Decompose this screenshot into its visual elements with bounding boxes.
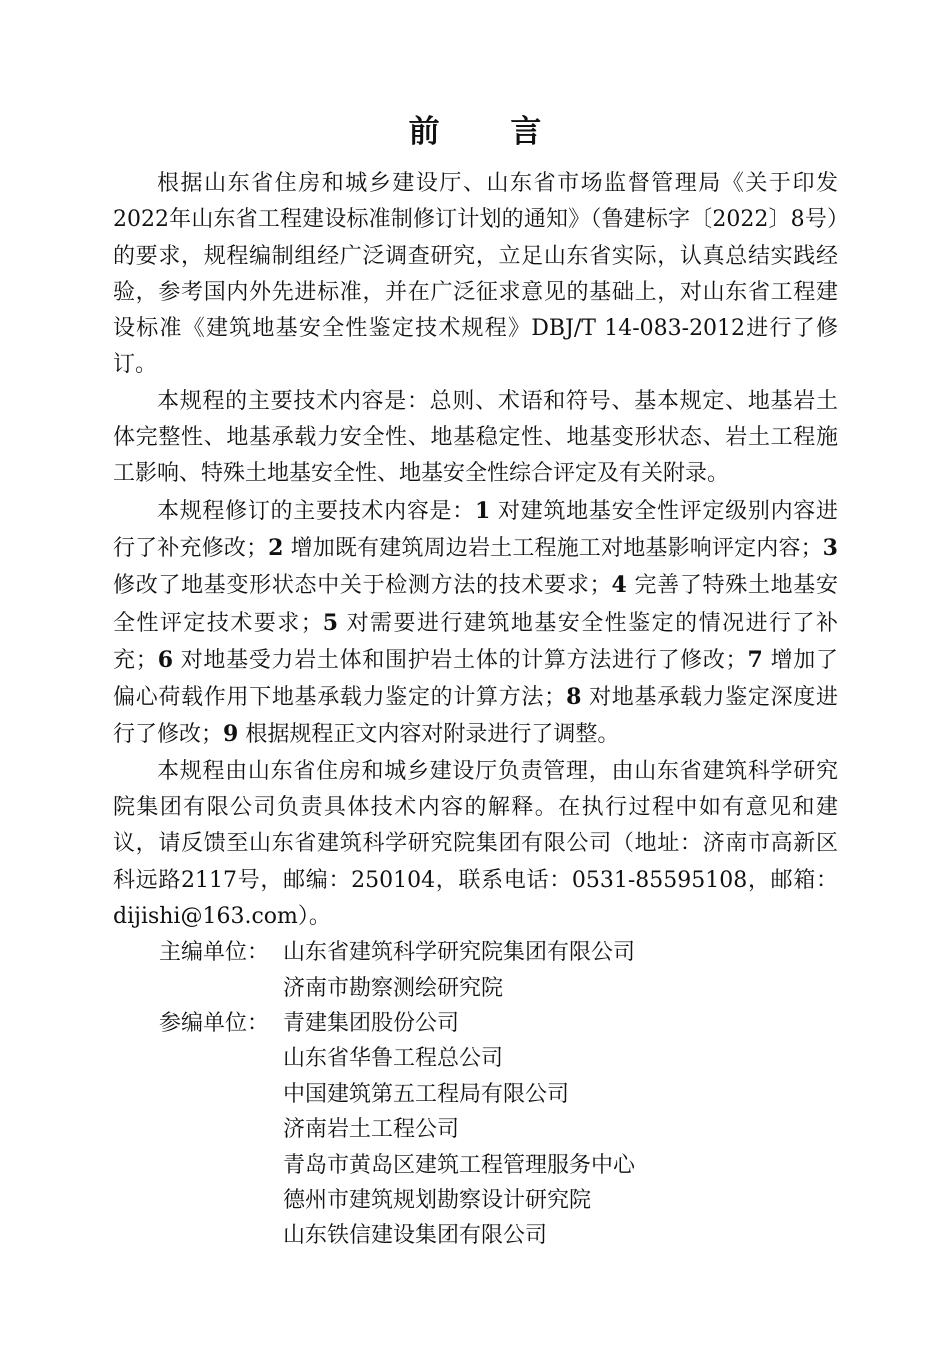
participating-unit-row bbox=[159, 1006, 838, 1041]
participating-unit-name: 青建集团股份公司 bbox=[283, 1011, 460, 1037]
participating-unit-row bbox=[159, 1218, 838, 1253]
chief-unit-row bbox=[159, 971, 838, 1006]
revision-item-text: 对建筑地基安全性评定级别内容进行了补充修改； bbox=[113, 498, 838, 561]
compiling-units bbox=[113, 935, 838, 1254]
chief-unit-name: 山东省建筑科学研究院集团有限公司 bbox=[283, 940, 636, 966]
participating-unit-name: 青岛市黄岛区建筑工程管理服务中心 bbox=[283, 1152, 636, 1178]
revision-item-number: 2 bbox=[268, 534, 284, 561]
revision-item-6 bbox=[158, 648, 748, 673]
paragraph-main-content: 本规程的主要技术内容是：总则、术语和符号、基本规定、地基岩土体完整性、地基承载力安全性、地基稳定性、地基变形状态、岩土工程施工影响、特殊土地基安全性、地基安全性综合评定及有关附录。 bbox=[113, 388, 838, 487]
participating-unit-row bbox=[159, 1041, 838, 1076]
revision-item-text: 根据规程正文内容对附录进行了调整。 bbox=[245, 722, 620, 748]
revision-item-2 bbox=[268, 536, 823, 561]
participating-unit-row bbox=[159, 1183, 838, 1218]
revision-item-text: 修改了地基变形状态中关于检测方法的技术要求； bbox=[113, 573, 612, 599]
participating-unit-row bbox=[159, 1112, 838, 1147]
revision-item-number: 8 bbox=[566, 684, 582, 711]
revision-item-number: 7 bbox=[747, 646, 763, 673]
participating-unit-name: 山东省华鲁工程总公司 bbox=[283, 1046, 504, 1072]
revision-item-text: 完善了特殊土地基安全性评定技术要求； bbox=[113, 573, 838, 636]
participating-unit-name: 济南岩土工程公司 bbox=[283, 1117, 460, 1143]
revision-item-9 bbox=[223, 722, 619, 747]
revision-item-number: 4 bbox=[611, 572, 627, 599]
chief-unit-row bbox=[159, 935, 838, 970]
participating-unit-name: 德州市建筑规划勘察设计研究院 bbox=[283, 1188, 592, 1214]
revision-item-text: 增加既有建筑周边岩土工程施工对地基影响评定内容； bbox=[290, 535, 823, 561]
revision-item-number: 6 bbox=[157, 646, 174, 673]
main-content bbox=[113, 166, 838, 1254]
revision-item-number: 1 bbox=[474, 497, 491, 524]
revision-item-number: 3 bbox=[822, 534, 838, 561]
revision-item-text: 对需要进行建筑地基安全性鉴定的情况进行了补充； bbox=[113, 610, 838, 673]
participating-unit-name: 山东铁信建设集团有限公司 bbox=[283, 1223, 548, 1249]
chief-units-label: 主编单位： bbox=[159, 940, 270, 966]
paragraph-management: 本规程由山东省住房和城乡建设厅负责管理，由山东省建筑科学研究院集团有限公司负责具体技术内容的解释。在执行过程中如有意见和建议，请反馈至山东省建筑科学研究院集团有限公司（地址：济南市高新区科远路2117号，邮编：250104，联系电话：0531-85595108，邮箱：dijishi@163.com）。 bbox=[113, 758, 838, 929]
revision-item-number: 5 bbox=[322, 609, 339, 636]
revision-item-number: 9 bbox=[223, 721, 239, 748]
page-title: 前 言 bbox=[408, 114, 572, 150]
participating-units-label: 参编单位： bbox=[159, 1011, 270, 1037]
participating-unit-row bbox=[159, 1148, 838, 1183]
participating-unit-row bbox=[159, 1077, 838, 1112]
revision-intro: 本规程修订的主要技术内容是： bbox=[157, 498, 475, 524]
revision-item-text: 对地基受力岩土体和围护岩土体的计算方法进行了修改； bbox=[180, 647, 748, 673]
chief-unit-name: 济南市勘察测绘研究院 bbox=[283, 975, 504, 1001]
paragraph-revision bbox=[113, 493, 838, 754]
participating-unit-name: 中国建筑第五工程局有限公司 bbox=[283, 1081, 570, 1107]
paragraph-basis: 根据山东省住房和城乡建设厅、山东省市场监督管理局《关于印发2022年山东省工程建设标准制修订计划的通知》（鲁建标字〔2022〕8号）的要求，规程编制组经广泛调查研究，立足山东省实际，认真总结实践经验，参考国内外先进标准，并在广泛征求意见的基础上，对山东省工程建设标准《建筑地基安全性鉴定技术规程》DBJ/T 14-083-2012进行了修订。 bbox=[113, 171, 838, 378]
revision-item-text: 对地基承载力鉴定深度进行了修改； bbox=[113, 685, 838, 748]
revision-item-text: 增加了偏心荷载作用下地基承载力鉴定的计算方法； bbox=[113, 647, 838, 711]
